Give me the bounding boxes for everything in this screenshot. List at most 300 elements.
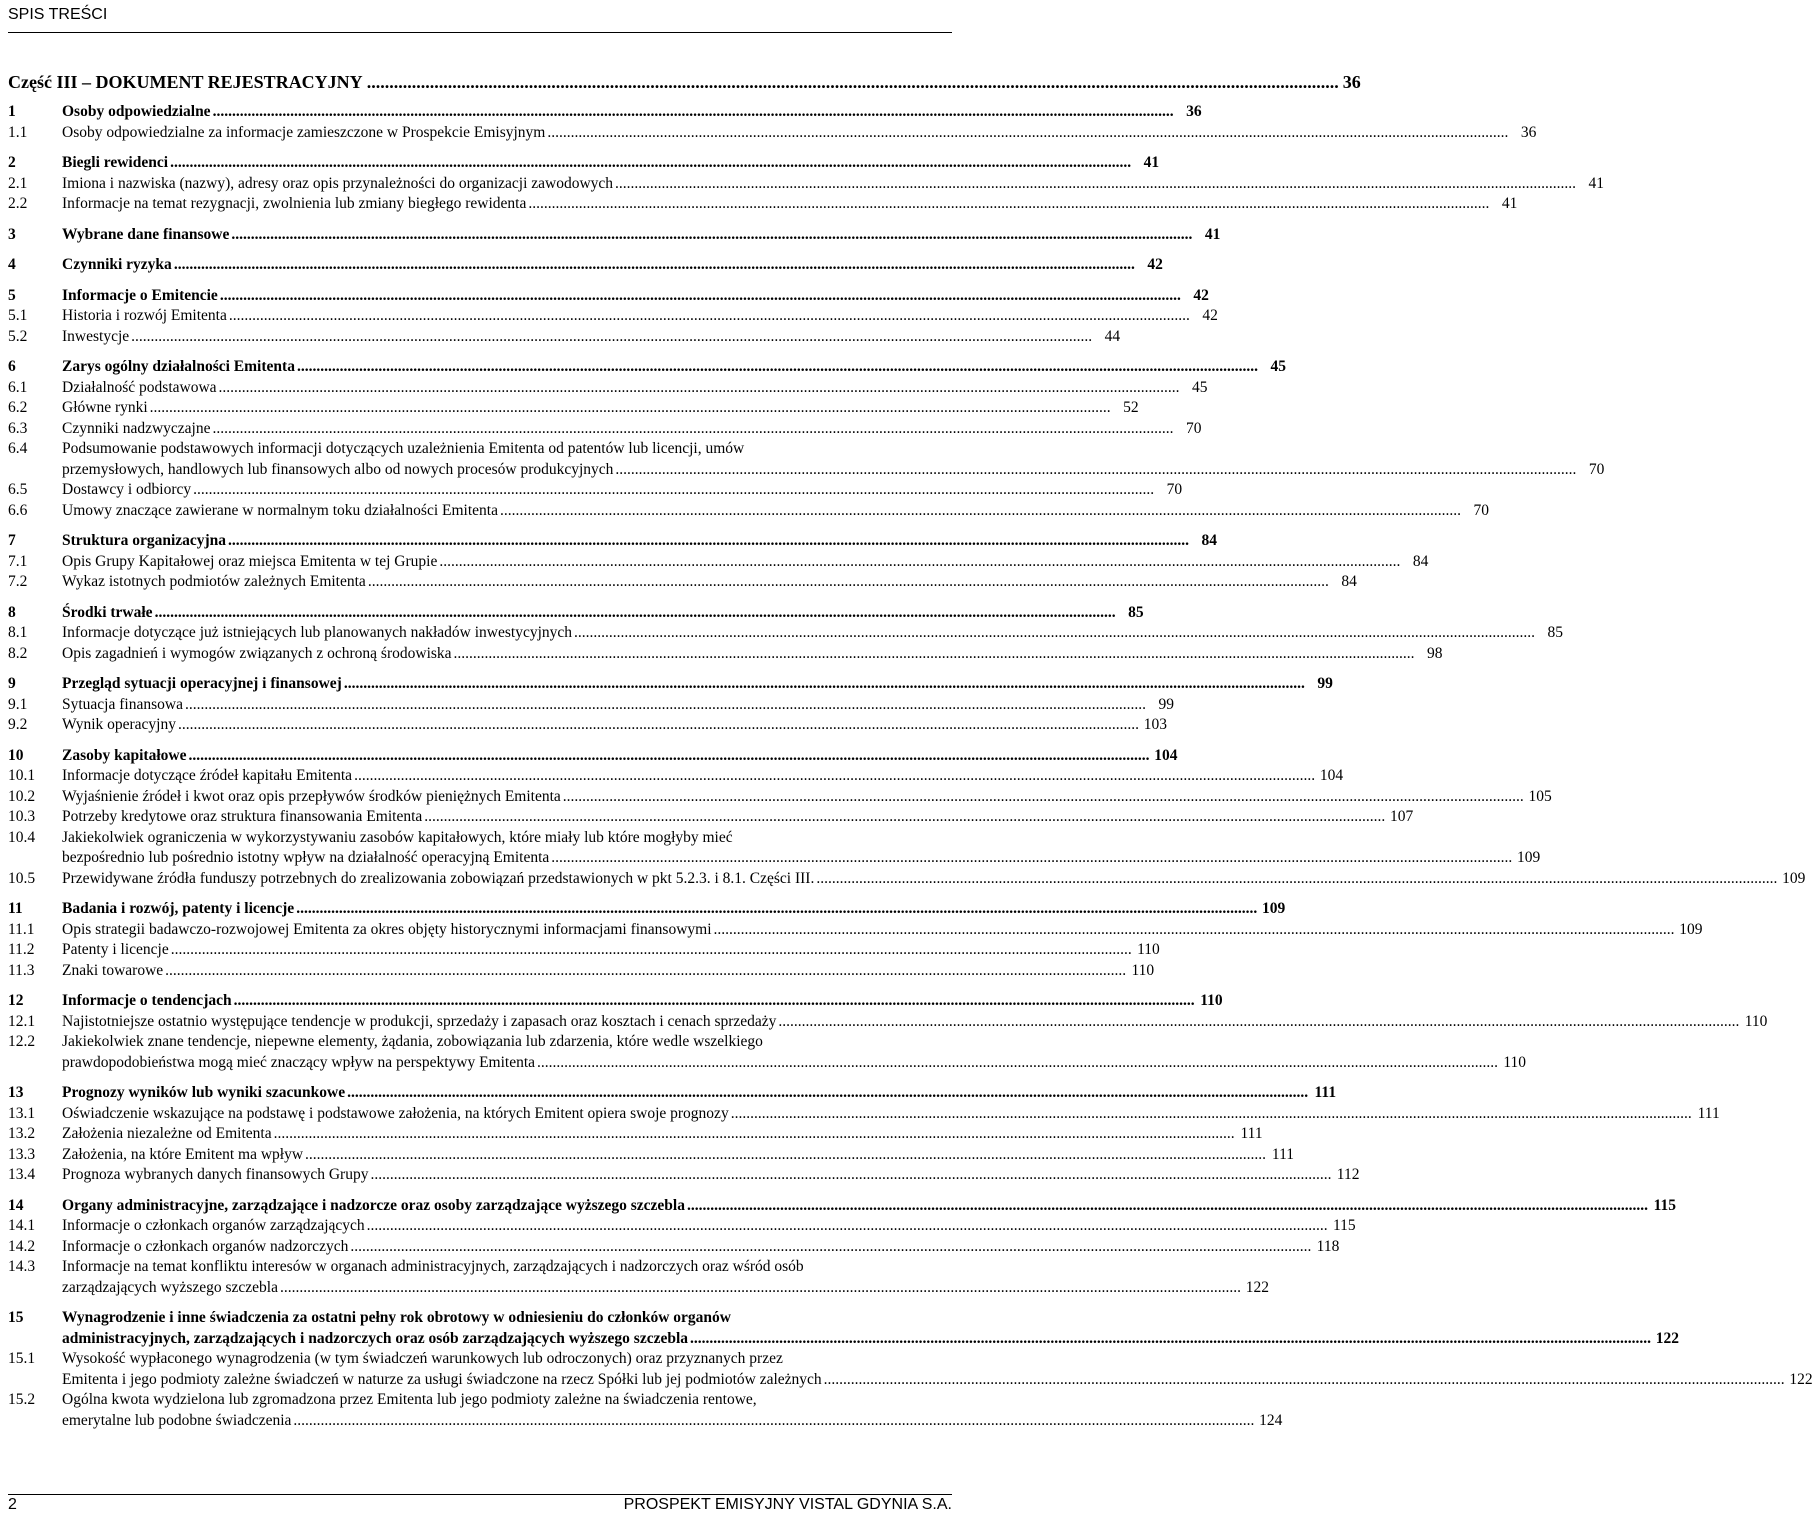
toc-section-entry[interactable] bbox=[8, 603, 1144, 624]
toc-entry-page-number: 99 bbox=[1158, 695, 1174, 713]
toc-entry-body bbox=[62, 1032, 1527, 1073]
toc-entry-number: 14 bbox=[8, 1196, 24, 1214]
toc-entry-last-line bbox=[62, 899, 1286, 920]
toc-entry-last-line bbox=[62, 787, 1552, 808]
toc-subsection-entry[interactable] bbox=[8, 1237, 1340, 1258]
toc-entry-body bbox=[62, 1165, 1360, 1186]
toc-entry-title-line: Informacje o tendencjach bbox=[62, 992, 232, 1009]
toc-entry-body bbox=[62, 572, 1357, 593]
toc-section-entry[interactable] bbox=[8, 102, 1202, 123]
toc-subsection-entry[interactable] bbox=[8, 194, 1518, 215]
table-of-contents bbox=[8, 102, 1813, 1431]
toc-subsection-entry[interactable] bbox=[8, 828, 1541, 869]
toc-entry-page-number: 41 bbox=[1588, 174, 1605, 192]
toc-entry-last-line bbox=[62, 1278, 1269, 1299]
toc-entry-last-line bbox=[62, 1196, 1676, 1217]
toc-entry-number: 11.2 bbox=[8, 941, 35, 958]
toc-entry-body bbox=[62, 439, 1605, 480]
toc-entry-last-line bbox=[62, 572, 1357, 593]
toc-entry-number: 3 bbox=[8, 225, 16, 243]
toc-subsection-entry[interactable] bbox=[8, 378, 1208, 399]
toc-entry-last-line bbox=[62, 1053, 1527, 1074]
toc-entry-title-line: Główne rynki bbox=[62, 399, 148, 416]
toc-entry-last-line bbox=[62, 807, 1414, 828]
toc-entry-title-line: przemysłowych, handlowych lub finansowych albo od nowych procesów produkcyjnych bbox=[62, 460, 614, 478]
toc-entry-title-line: Wynik operacyjny bbox=[62, 716, 176, 733]
toc-entry-body bbox=[62, 480, 1183, 501]
toc-subsection-entry[interactable] bbox=[8, 1257, 1269, 1298]
toc-entry-number: 2.1 bbox=[8, 174, 28, 192]
toc-subsection-entry[interactable] bbox=[8, 480, 1183, 501]
toc-entry-body bbox=[62, 378, 1208, 399]
toc-entry-title-line: Emitenta i jego podmioty zależne świadczeń w naturze za usługi świadczone na rzecz Spółki lub jej podmiotów zależnych bbox=[62, 1370, 822, 1388]
toc-entry-title-line: Prognozy wyników lub wyniki szacunkowe bbox=[62, 1084, 346, 1101]
toc-entry-body bbox=[62, 644, 1443, 665]
toc-subsection-entry[interactable] bbox=[8, 869, 1806, 890]
dot-leader bbox=[778, 1012, 1739, 1033]
toc-entry-body bbox=[62, 940, 1160, 961]
toc-subsection-entry[interactable] bbox=[8, 1104, 1720, 1125]
toc-entry-body bbox=[62, 1390, 1283, 1431]
toc-entry-number: 14.3 bbox=[8, 1258, 36, 1275]
toc-entry-last-line bbox=[62, 1216, 1356, 1237]
dot-leader bbox=[500, 501, 1461, 522]
toc-entry-number: 5.1 bbox=[8, 307, 28, 324]
dot-leader bbox=[824, 1370, 1785, 1391]
toc-entry-last-line bbox=[62, 1329, 1680, 1350]
toc-subsection-entry[interactable] bbox=[8, 1012, 1768, 1033]
toc-section-entry[interactable] bbox=[8, 286, 1209, 307]
toc-entry-body bbox=[62, 828, 1541, 869]
toc-entry-last-line bbox=[62, 194, 1518, 215]
toc-entry-title-line: Oświadczenie wskazujące na podstawę i podstawowe założenia, na których Emitent opiera swoje prognozy bbox=[62, 1104, 729, 1122]
toc-entry-number: 2 bbox=[8, 154, 16, 171]
toc-entry-page-number: 85 bbox=[1547, 624, 1564, 641]
toc-entry-body bbox=[62, 1145, 1295, 1166]
toc-entry-title-line: Informacje o członkach organów zarządzających bbox=[62, 1217, 365, 1234]
toc-section-entry[interactable] bbox=[8, 255, 1163, 276]
toc-entry-page-number: 110 bbox=[1137, 941, 1160, 958]
toc-entry-number: 9.1 bbox=[8, 695, 28, 713]
toc-entry-last-line bbox=[62, 531, 1218, 552]
toc-entry-page-number: 111 bbox=[1697, 1104, 1720, 1122]
toc-section-entry[interactable] bbox=[8, 1083, 1337, 1104]
dot-leader bbox=[454, 644, 1415, 665]
toc-entry-page-number: 111 bbox=[1314, 1084, 1337, 1101]
dot-leader bbox=[170, 153, 1131, 174]
footer-page-number: 2 bbox=[8, 1496, 17, 1513]
toc-entry-number: 10.2 bbox=[8, 787, 36, 805]
toc-entry-page-number: 84 bbox=[1341, 573, 1357, 590]
toc-entry-body bbox=[62, 255, 1163, 276]
toc-entry-body bbox=[62, 787, 1552, 808]
toc-entry-page-number: 42 bbox=[1202, 307, 1218, 324]
toc-subsection-entry[interactable] bbox=[8, 419, 1202, 440]
toc-entry-last-line bbox=[62, 102, 1202, 123]
toc-entry-page-number: 45 bbox=[1270, 358, 1286, 375]
toc-entry-body bbox=[62, 174, 1605, 195]
toc-entry-last-line bbox=[62, 123, 1537, 144]
toc-entry-body bbox=[62, 225, 1221, 246]
toc-subsection-entry[interactable] bbox=[8, 1390, 1283, 1431]
dot-leader bbox=[424, 807, 1385, 828]
toc-entry-last-line bbox=[62, 286, 1209, 307]
toc-section-entry[interactable] bbox=[8, 1196, 1676, 1217]
dot-leader bbox=[370, 1165, 1331, 1186]
dot-leader bbox=[234, 991, 1195, 1012]
dot-leader bbox=[296, 899, 1257, 920]
toc-entry-page-number: 45 bbox=[1192, 378, 1208, 396]
toc-entry-number: 15.1 bbox=[8, 1350, 36, 1367]
toc-entry-title-line: Jakiekolwiek znane tendencje, niepewne elementy, żądania, zobowiązania lub zdarzenia, które wedle wszelkiego bbox=[62, 1033, 763, 1050]
toc-entry-page-number: 122 bbox=[1655, 1329, 1680, 1347]
toc-entry-title-line: Historia i rozwój Emitenta bbox=[62, 307, 227, 324]
toc-entry-body bbox=[62, 306, 1218, 327]
toc-entry-title-line: Badania i rozwój, patenty i licencje bbox=[62, 900, 295, 917]
toc-entry-last-line bbox=[62, 644, 1443, 665]
dot-leader bbox=[171, 940, 1132, 961]
toc-section-entry[interactable] bbox=[8, 1308, 1680, 1349]
toc-subsection-entry[interactable] bbox=[8, 398, 1139, 419]
toc-subsection-entry[interactable] bbox=[8, 787, 1552, 808]
dot-leader bbox=[731, 1104, 1692, 1125]
toc-entry-body bbox=[62, 766, 1344, 787]
toc-entry-page-number: 104 bbox=[1154, 746, 1178, 764]
dot-leader bbox=[354, 766, 1315, 787]
toc-entry-page-number: 85 bbox=[1128, 603, 1144, 621]
toc-entry-last-line bbox=[62, 920, 1703, 941]
dot-leader bbox=[574, 623, 1535, 644]
toc-entry-body bbox=[62, 327, 1121, 348]
toc-entry-number: 8 bbox=[8, 603, 16, 621]
toc-subsection-entry[interactable] bbox=[8, 766, 1344, 787]
toc-entry-number: 13.1 bbox=[8, 1104, 36, 1122]
toc-entry-title-line: Imiona i nazwiska (nazwy), adresy oraz opis przynależności do organizacji zawodowych bbox=[62, 174, 614, 192]
toc-entry-page-number: 99 bbox=[1317, 675, 1333, 692]
toc-entry-number: 11.3 bbox=[8, 961, 35, 979]
toc-entry-number: 6.1 bbox=[8, 378, 28, 396]
toc-entry-last-line bbox=[62, 961, 1155, 982]
toc-entry-page-number: 124 bbox=[1259, 1411, 1283, 1429]
toc-entry-title-line: Struktura organizacyjna bbox=[62, 532, 227, 549]
toc-section-entry[interactable] bbox=[8, 674, 1333, 695]
toc-subsection-entry[interactable] bbox=[8, 1216, 1356, 1237]
toc-entry-title-line: Informacje o członkach organów nadzorczych bbox=[62, 1237, 349, 1255]
toc-entry-page-number: 105 bbox=[1528, 787, 1552, 805]
toc-entry-number: 13.4 bbox=[8, 1166, 36, 1183]
toc-entry-last-line bbox=[62, 746, 1178, 767]
toc-entry-body bbox=[62, 1196, 1676, 1217]
toc-entry-number: 10.1 bbox=[8, 767, 36, 784]
toc-entry-page-number: 111 bbox=[1271, 1145, 1295, 1163]
toc-entry-body bbox=[62, 603, 1144, 624]
toc-entry-title-line: emerytalne lub podobne świadczenia bbox=[62, 1411, 292, 1429]
toc-entry-page-number: 44 bbox=[1104, 327, 1121, 345]
page-header-title: SPIS TREŚCI bbox=[8, 6, 108, 23]
toc-entry-number: 10.3 bbox=[8, 808, 36, 825]
toc-entry-page-number: 42 bbox=[1147, 256, 1163, 273]
toc-subsection-entry[interactable] bbox=[8, 807, 1414, 828]
toc-entry-page-number: 110 bbox=[1744, 1012, 1768, 1030]
toc-entry-body bbox=[62, 715, 1167, 736]
dot-leader bbox=[229, 306, 1190, 327]
toc-subsection-entry[interactable] bbox=[8, 174, 1605, 195]
dot-leader bbox=[615, 460, 1576, 481]
dot-leader bbox=[297, 357, 1258, 378]
toc-entry-title-line: Przewidywane źródła funduszy potrzebnych do zrealizowania zobowiązań przedstawionych w pkt 5.2.3. i 8.1. Części III. bbox=[62, 869, 815, 887]
toc-entry-title-line: Osoby odpowiedzialne za informacje zamieszczone w Prospekcie Emisyjnym bbox=[62, 123, 546, 141]
toc-entry-page-number: 107 bbox=[1390, 808, 1414, 825]
toc-entry-page-number: 112 bbox=[1336, 1166, 1360, 1183]
toc-entry-body bbox=[62, 991, 1223, 1012]
toc-entry-body bbox=[62, 1104, 1720, 1125]
toc-entry-title-line: Jakiekolwiek ograniczenia w wykorzystywaniu zasobów kapitałowych, które miały lub które mogłyby mieć bbox=[62, 828, 733, 846]
dot-leader bbox=[367, 1216, 1328, 1237]
toc-section-entry[interactable] bbox=[8, 899, 1286, 920]
dot-leader bbox=[174, 255, 1135, 276]
toc-entry-last-line bbox=[62, 695, 1174, 716]
toc-entry-last-line bbox=[62, 1124, 1263, 1145]
toc-entry-title-line: Wyjaśnienie źródeł i kwot oraz opis przepływów środków pieniężnych Emitenta bbox=[62, 787, 561, 805]
toc-entry-number: 11.1 bbox=[8, 920, 35, 938]
toc-entry-title-line: Biegli rewidenci bbox=[62, 154, 169, 171]
toc-entry-last-line bbox=[62, 1012, 1768, 1033]
toc-entry-number: 9.2 bbox=[8, 716, 28, 733]
toc-entry-last-line bbox=[62, 848, 1541, 869]
toc-subsection-entry[interactable] bbox=[8, 1165, 1360, 1186]
toc-entry-page-number: 41 bbox=[1501, 195, 1518, 212]
toc-entry-number: 7.1 bbox=[8, 552, 28, 570]
toc-entry-number: 7.2 bbox=[8, 573, 28, 590]
toc-entry-body bbox=[62, 153, 1160, 174]
dot-leader bbox=[687, 1196, 1648, 1217]
toc-entry-title-line: Potrzeby kredytowe oraz struktura finansowania Emitenta bbox=[62, 808, 423, 825]
toc-entry-body bbox=[62, 102, 1202, 123]
dot-leader bbox=[537, 1053, 1498, 1074]
toc-entry-page-number: 70 bbox=[1473, 501, 1489, 519]
toc-entry-number: 13.3 bbox=[8, 1145, 36, 1163]
toc-entry-page-number: 98 bbox=[1427, 644, 1443, 662]
toc-entry-last-line bbox=[62, 1411, 1283, 1432]
toc-entry-body bbox=[62, 286, 1209, 307]
toc-subsection-entry[interactable] bbox=[8, 1145, 1295, 1166]
toc-entry-number: 1 bbox=[8, 103, 16, 120]
toc-entry-last-line bbox=[62, 1237, 1340, 1258]
toc-entry-page-number: 36 bbox=[1520, 123, 1537, 141]
toc-entry-last-line bbox=[62, 357, 1286, 378]
toc-subsection-entry[interactable] bbox=[8, 644, 1443, 665]
toc-entry-last-line bbox=[62, 419, 1202, 440]
toc-entry-last-line bbox=[62, 991, 1223, 1012]
dot-leader bbox=[714, 920, 1675, 941]
toc-entry-page-number: 110 bbox=[1131, 961, 1155, 979]
toc-entry-number: 1.1 bbox=[8, 123, 28, 141]
toc-entry-last-line bbox=[62, 603, 1144, 624]
toc-entry-title-line: Wysokość wypłaconego wynagrodzenia (w tym świadczeń warunkowych lub odroczonych) oraz przyznanych przez bbox=[62, 1350, 783, 1367]
toc-entry-title-line: Znaki towarowe bbox=[62, 961, 164, 979]
dot-leader bbox=[220, 286, 1181, 307]
part-heading[interactable] bbox=[8, 71, 1361, 93]
toc-entry-body bbox=[62, 1237, 1340, 1258]
toc-subsection-entry[interactable] bbox=[8, 572, 1357, 593]
toc-entry-body bbox=[62, 1216, 1356, 1237]
toc-entry-last-line bbox=[62, 715, 1167, 736]
toc-entry-last-line bbox=[62, 480, 1183, 501]
toc-subsection-entry[interactable] bbox=[8, 327, 1121, 348]
toc-entry-body bbox=[62, 1083, 1337, 1104]
toc-entry-title-line: Wynagrodzenie i inne świadczenia za ostatni pełny rok obrotowy w odniesieniu do członków organów bbox=[62, 1309, 731, 1326]
dot-leader bbox=[178, 715, 1139, 736]
toc-entry-last-line bbox=[62, 174, 1605, 195]
toc-entry-body bbox=[62, 674, 1333, 695]
toc-entry-body bbox=[62, 1124, 1263, 1145]
toc-subsection-entry[interactable] bbox=[8, 439, 1605, 480]
dot-leader bbox=[185, 695, 1146, 716]
dot-leader bbox=[213, 102, 1174, 123]
toc-entry-number: 14.1 bbox=[8, 1217, 36, 1234]
toc-entry-body bbox=[62, 552, 1429, 573]
toc-entry-number: 4 bbox=[8, 256, 16, 273]
toc-subsection-entry[interactable] bbox=[8, 1032, 1527, 1073]
toc-entry-page-number: 115 bbox=[1332, 1217, 1356, 1234]
toc-subsection-entry[interactable] bbox=[8, 715, 1167, 736]
toc-subsection-entry[interactable] bbox=[8, 1349, 1813, 1390]
toc-entry-title-line: Inwestycje bbox=[62, 327, 130, 345]
toc-entry-last-line bbox=[62, 327, 1121, 348]
toc-entry-number: 10.4 bbox=[8, 828, 36, 846]
header-rule bbox=[8, 32, 952, 33]
toc-section-entry[interactable] bbox=[8, 357, 1286, 378]
dot-leader bbox=[131, 327, 1092, 348]
dot-leader bbox=[293, 1411, 1254, 1432]
toc-entry-page-number: 109 bbox=[1261, 900, 1286, 917]
toc-entry-number: 13.2 bbox=[8, 1125, 36, 1142]
toc-entry-page-number: 118 bbox=[1316, 1237, 1340, 1255]
dot-leader bbox=[563, 787, 1524, 808]
toc-entry-title-line: Zasoby kapitałowe bbox=[62, 746, 187, 764]
toc-entry-last-line bbox=[62, 378, 1208, 399]
toc-entry-body bbox=[62, 1308, 1680, 1349]
dot-leader bbox=[231, 225, 1192, 246]
toc-entry-body bbox=[62, 419, 1202, 440]
toc-entry-last-line bbox=[62, 1083, 1337, 1104]
toc-entry-title-line: Informacje dotyczące już istniejących lub planowanych nakładów inwestycyjnych bbox=[62, 624, 573, 641]
toc-subsection-entry[interactable] bbox=[8, 1124, 1263, 1145]
toc-entry-body bbox=[62, 1349, 1813, 1390]
toc-entry-body bbox=[62, 869, 1806, 890]
toc-entry-page-number: 104 bbox=[1319, 767, 1344, 784]
toc-entry-page-number: 84 bbox=[1412, 552, 1429, 570]
toc-entry-title-line: Informacje na temat rezygnacji, zwolnienia lub zmiany biegłego rewidenta bbox=[62, 195, 527, 212]
toc-subsection-entry[interactable] bbox=[8, 961, 1155, 982]
toc-entry-title-line: administracyjnych, zarządzających i nadzorczych oraz osób zarządzających wyższego szczebla bbox=[62, 1329, 689, 1347]
part-page-number: 36 bbox=[1342, 72, 1361, 92]
toc-subsection-entry[interactable] bbox=[8, 623, 1564, 644]
toc-entry-body bbox=[62, 531, 1218, 552]
toc-entry-number: 12 bbox=[8, 992, 24, 1009]
toc-entry-number: 6.5 bbox=[8, 481, 28, 498]
part-title: Część III – DOKUMENT REJESTRACYJNY bbox=[8, 72, 363, 92]
toc-entry-number: 6.2 bbox=[8, 399, 28, 416]
toc-entry-page-number: 109 bbox=[1679, 920, 1703, 938]
toc-entry-number: 6.6 bbox=[8, 501, 28, 519]
toc-section-entry[interactable] bbox=[8, 225, 1221, 246]
toc-entry-body bbox=[62, 1257, 1269, 1298]
toc-entry-title-line: Czynniki ryzyka bbox=[62, 256, 172, 273]
dot-leader bbox=[155, 603, 1116, 624]
toc-entry-body bbox=[62, 695, 1174, 716]
toc-section-entry[interactable] bbox=[8, 153, 1160, 174]
toc-entry-title-line: Ogólna kwota wydzielona lub zgromadzona przez Emitenta lub jego podmioty zależne na świadczenia rentowe, bbox=[62, 1391, 757, 1408]
toc-entry-number: 12.2 bbox=[8, 1033, 36, 1050]
toc-entry-title-line: Prognoza wybranych danych finansowych Grupy bbox=[62, 1166, 369, 1183]
toc-subsection-entry[interactable] bbox=[8, 306, 1218, 327]
toc-entry-number: 6.4 bbox=[8, 440, 28, 457]
dot-leader bbox=[368, 572, 1329, 593]
toc-subsection-entry[interactable] bbox=[8, 695, 1174, 716]
toc-entry-number: 7 bbox=[8, 532, 16, 549]
toc-section-entry[interactable] bbox=[8, 531, 1218, 552]
toc-entry-last-line bbox=[62, 623, 1564, 644]
toc-entry-title-line: Środki trwałe bbox=[62, 603, 153, 621]
dot-leader bbox=[547, 123, 1508, 144]
toc-section-entry[interactable] bbox=[8, 991, 1223, 1012]
toc-entry-title-line: Osoby odpowiedzialne bbox=[62, 103, 211, 120]
toc-entry-number: 2.2 bbox=[8, 195, 28, 212]
dot-leader bbox=[228, 531, 1189, 552]
dot-leader bbox=[280, 1278, 1241, 1299]
dot-leader bbox=[551, 848, 1512, 869]
footer-publication: PROSPEKT EMISYJNY VISTAL GDYNIA S.A. bbox=[623, 1496, 952, 1513]
toc-entry-page-number: 70 bbox=[1166, 481, 1183, 498]
toc-entry-page-number: 109 bbox=[1517, 849, 1541, 866]
toc-subsection-entry[interactable] bbox=[8, 940, 1160, 961]
dot-leader bbox=[165, 961, 1126, 982]
dot-leader bbox=[690, 1329, 1651, 1350]
toc-entry-body bbox=[62, 623, 1564, 644]
toc-entry-title-line: prawdopodobieństwa mogą mieć znaczący wpływ na perspektywy Emitenta bbox=[62, 1053, 536, 1071]
toc-entry-number: 8.2 bbox=[8, 644, 28, 662]
dot-leader bbox=[344, 674, 1305, 695]
toc-entry-last-line bbox=[62, 1165, 1360, 1186]
toc-entry-title-line: Przegląd sytuacji operacyjnej i finansowej bbox=[62, 675, 342, 692]
toc-entry-title-line: Działalność podstawowa bbox=[62, 378, 217, 396]
toc-entry-last-line bbox=[62, 225, 1221, 246]
toc-subsection-entry[interactable] bbox=[8, 920, 1703, 941]
toc-entry-title-line: Podsumowanie podstawowych informacji dotyczących uzależnienia Emitenta od patentów lub licencji, umów bbox=[62, 440, 745, 457]
dot-leader bbox=[615, 174, 1576, 195]
toc-section-entry[interactable] bbox=[8, 746, 1178, 767]
toc-subsection-entry[interactable] bbox=[8, 123, 1537, 144]
toc-entry-title-line: Informacje o Emitencie bbox=[62, 286, 218, 304]
dot-leader bbox=[193, 480, 1154, 501]
toc-entry-title-line: Opis zagadnień i wymogów związanych z ochroną środowiska bbox=[62, 644, 452, 662]
toc-entry-body bbox=[62, 501, 1489, 522]
toc-entry-last-line bbox=[62, 552, 1429, 573]
toc-entry-title-line: Organy administracyjne, zarządzające i nadzorcze oraz osoby zarządzające wyższego szczebla bbox=[62, 1196, 685, 1214]
toc-subsection-entry[interactable] bbox=[8, 501, 1489, 522]
toc-entry-page-number: 52 bbox=[1123, 399, 1139, 416]
toc-entry-page-number: 110 bbox=[1200, 992, 1223, 1009]
toc-entry-page-number: 41 bbox=[1204, 225, 1221, 243]
toc-entry-title-line: Patenty i licencje bbox=[62, 941, 169, 958]
toc-entry-title-line: Opis strategii badawczo-rozwojowej Emitenta za okres objęty historycznymi informacjami finansowymi bbox=[62, 920, 712, 938]
toc-entry-title-line: Sytuacja finansowa bbox=[62, 695, 183, 713]
toc-entry-title-line: Informacje na temat konfliktu interesów w organach administracyjnych, zarządzających i nadzorczych oraz wśród osób bbox=[62, 1258, 804, 1275]
toc-subsection-entry[interactable] bbox=[8, 552, 1429, 573]
toc-entry-number: 5.2 bbox=[8, 327, 28, 345]
toc-entry-last-line bbox=[62, 306, 1218, 327]
